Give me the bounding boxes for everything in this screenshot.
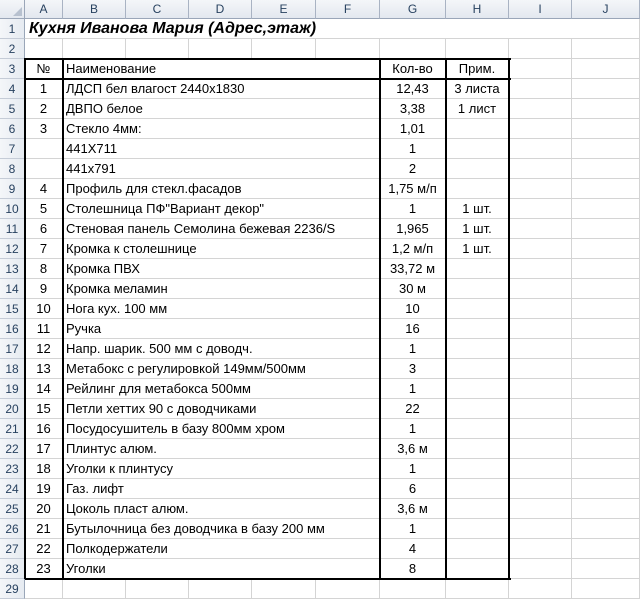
item-name[interactable]: Посудосушитель в базу 800мм хром bbox=[63, 419, 380, 439]
row-header-10[interactable]: 10 bbox=[0, 199, 25, 219]
sheet-row bbox=[25, 259, 640, 279]
item-name[interactable]: Столешница ПФ"Вариант декор" bbox=[63, 199, 380, 219]
item-qty[interactable]: 1 bbox=[380, 519, 446, 539]
row-headers bbox=[0, 19, 25, 599]
cell[interactable] bbox=[572, 39, 640, 59]
item-note[interactable] bbox=[446, 259, 509, 279]
item-qty[interactable]: 1,965 bbox=[380, 219, 446, 239]
item-num[interactable]: 17 bbox=[25, 439, 63, 459]
item-qty[interactable]: 1 bbox=[380, 419, 446, 439]
item-num[interactable] bbox=[25, 159, 63, 179]
column-header-h[interactable]: H bbox=[446, 0, 509, 19]
row-header-2[interactable]: 2 bbox=[0, 39, 25, 59]
cell[interactable] bbox=[509, 319, 572, 339]
sheet-row bbox=[25, 539, 640, 559]
column-header-g[interactable]: G bbox=[380, 0, 446, 19]
sheet-row bbox=[25, 479, 640, 499]
item-note[interactable] bbox=[446, 119, 509, 139]
column-header-b[interactable]: B bbox=[63, 0, 126, 19]
cell[interactable] bbox=[316, 579, 380, 599]
cell[interactable] bbox=[509, 339, 572, 359]
row-header-9[interactable]: 9 bbox=[0, 179, 25, 199]
row-header-18[interactable]: 18 bbox=[0, 359, 25, 379]
sheet-row bbox=[25, 59, 640, 79]
cell[interactable] bbox=[509, 239, 572, 259]
item-qty[interactable]: 10 bbox=[380, 299, 446, 319]
table-column-divider bbox=[379, 58, 381, 579]
item-qty[interactable]: 1,75 м/п bbox=[380, 179, 446, 199]
row-header-8[interactable]: 8 bbox=[0, 159, 25, 179]
item-num[interactable]: 11 bbox=[25, 319, 63, 339]
cell[interactable] bbox=[572, 379, 640, 399]
item-qty[interactable]: 3,38 bbox=[380, 99, 446, 119]
item-qty[interactable]: 1 bbox=[380, 199, 446, 219]
item-qty[interactable]: 1 bbox=[380, 459, 446, 479]
cell[interactable] bbox=[509, 399, 572, 419]
item-qty[interactable]: 2 bbox=[380, 159, 446, 179]
cell[interactable] bbox=[509, 579, 572, 599]
item-qty[interactable]: 22 bbox=[380, 399, 446, 419]
cell[interactable] bbox=[509, 379, 572, 399]
item-name[interactable]: Кромка ПВХ bbox=[63, 259, 380, 279]
item-name[interactable]: Бутылочница без доводчика в базу 200 мм bbox=[63, 519, 380, 539]
item-name[interactable]: Петли хеттих 90 с доводчиками bbox=[63, 399, 380, 419]
cell[interactable] bbox=[126, 579, 189, 599]
item-note[interactable] bbox=[446, 419, 509, 439]
row-header-23[interactable]: 23 bbox=[0, 459, 25, 479]
cell[interactable] bbox=[509, 79, 572, 99]
item-note[interactable] bbox=[446, 179, 509, 199]
item-note[interactable] bbox=[446, 279, 509, 299]
item-name[interactable]: Кромка к столешнице bbox=[63, 239, 380, 259]
row-header-25[interactable]: 25 bbox=[0, 499, 25, 519]
item-note[interactable] bbox=[446, 559, 509, 579]
item-num[interactable]: 22 bbox=[25, 539, 63, 559]
sheet-row bbox=[25, 519, 640, 539]
cell[interactable] bbox=[380, 579, 446, 599]
item-num[interactable]: 14 bbox=[25, 379, 63, 399]
row-header-19[interactable]: 19 bbox=[0, 379, 25, 399]
cell[interactable] bbox=[572, 479, 640, 499]
sheet-row bbox=[25, 379, 640, 399]
item-note[interactable] bbox=[446, 519, 509, 539]
cell[interactable] bbox=[509, 419, 572, 439]
row-header-22[interactable]: 22 bbox=[0, 439, 25, 459]
item-qty[interactable]: 1 bbox=[380, 339, 446, 359]
cell[interactable] bbox=[25, 579, 63, 599]
item-note[interactable] bbox=[446, 439, 509, 459]
row-header-14[interactable]: 14 bbox=[0, 279, 25, 299]
item-num[interactable]: 7 bbox=[25, 239, 63, 259]
cell[interactable] bbox=[572, 219, 640, 239]
cell[interactable] bbox=[446, 579, 509, 599]
row-header-5[interactable]: 5 bbox=[0, 99, 25, 119]
cell[interactable] bbox=[572, 139, 640, 159]
sheet-row bbox=[25, 39, 640, 59]
item-note[interactable] bbox=[446, 139, 509, 159]
item-num[interactable]: 6 bbox=[25, 219, 63, 239]
cell[interactable] bbox=[509, 359, 572, 379]
sheet-row bbox=[25, 179, 640, 199]
cell[interactable] bbox=[509, 199, 572, 219]
cell[interactable] bbox=[509, 39, 572, 59]
cell[interactable] bbox=[509, 159, 572, 179]
sheet-row bbox=[25, 299, 640, 319]
sheet-row bbox=[25, 399, 640, 419]
cell[interactable] bbox=[509, 559, 572, 579]
sheet-row bbox=[25, 339, 640, 359]
item-name[interactable]: Метабокс с регулировкой 149мм/500мм bbox=[63, 359, 380, 379]
cell[interactable] bbox=[189, 39, 252, 59]
row-header-4[interactable]: 4 bbox=[0, 79, 25, 99]
cell[interactable] bbox=[572, 79, 640, 99]
item-name[interactable]: 441Х711 bbox=[63, 139, 380, 159]
item-note[interactable] bbox=[446, 299, 509, 319]
item-name[interactable]: Нога кух. 100 мм bbox=[63, 299, 380, 319]
cell[interactable] bbox=[509, 119, 572, 139]
table-column-divider bbox=[62, 58, 64, 579]
item-note[interactable] bbox=[446, 399, 509, 419]
cell[interactable] bbox=[380, 39, 446, 59]
item-num[interactable]: 2 bbox=[25, 99, 63, 119]
cell[interactable] bbox=[572, 519, 640, 539]
row-header-24[interactable]: 24 bbox=[0, 479, 25, 499]
item-num[interactable]: 13 bbox=[25, 359, 63, 379]
sheet-row bbox=[25, 199, 640, 219]
item-num[interactable]: 19 bbox=[25, 479, 63, 499]
row-header-21[interactable]: 21 bbox=[0, 419, 25, 439]
item-name[interactable]: Ручка bbox=[63, 319, 380, 339]
row-header-17[interactable]: 17 bbox=[0, 339, 25, 359]
item-name[interactable]: Рейлинг для метабокса 500мм bbox=[63, 379, 380, 399]
sheet-row bbox=[25, 459, 640, 479]
cell[interactable] bbox=[252, 39, 316, 59]
item-note[interactable] bbox=[446, 539, 509, 559]
item-num[interactable]: 20 bbox=[25, 499, 63, 519]
cell[interactable] bbox=[572, 419, 640, 439]
row-header-15[interactable]: 15 bbox=[0, 299, 25, 319]
column-header-f[interactable]: F bbox=[316, 0, 380, 19]
cell[interactable] bbox=[509, 279, 572, 299]
item-name[interactable]: 441х791 bbox=[63, 159, 380, 179]
column-headers bbox=[25, 0, 640, 19]
item-name[interactable]: Плинтус алюм. bbox=[63, 439, 380, 459]
table-header-divider bbox=[25, 78, 511, 80]
item-note[interactable] bbox=[446, 499, 509, 519]
sheet-row bbox=[25, 239, 640, 259]
sheet-title[interactable]: Кухня Иванова Мария (Адрес,этаж) bbox=[25, 19, 640, 39]
item-name[interactable]: Полкодержатели bbox=[63, 539, 380, 559]
item-note[interactable] bbox=[446, 339, 509, 359]
item-name[interactable]: ДВПО белое bbox=[63, 99, 380, 119]
item-qty[interactable]: 3,6 м bbox=[380, 439, 446, 459]
cell[interactable] bbox=[25, 39, 63, 59]
cell[interactable] bbox=[63, 39, 126, 59]
item-qty[interactable]: 3 bbox=[380, 359, 446, 379]
item-num[interactable]: 9 bbox=[25, 279, 63, 299]
item-qty[interactable]: 1,01 bbox=[380, 119, 446, 139]
item-num[interactable]: 4 bbox=[25, 179, 63, 199]
sheet-row bbox=[25, 579, 640, 599]
cell[interactable] bbox=[572, 539, 640, 559]
column-header-a[interactable]: A bbox=[25, 0, 63, 19]
row-header-20[interactable]: 20 bbox=[0, 399, 25, 419]
cell[interactable] bbox=[509, 499, 572, 519]
sheet-row bbox=[25, 119, 640, 139]
cell[interactable] bbox=[316, 39, 380, 59]
sheet-row bbox=[25, 439, 640, 459]
cell[interactable] bbox=[509, 139, 572, 159]
item-qty[interactable]: 30 м bbox=[380, 279, 446, 299]
sheet-row bbox=[25, 19, 640, 39]
sheet-row bbox=[25, 359, 640, 379]
row-header-7[interactable]: 7 bbox=[0, 139, 25, 159]
cell[interactable] bbox=[572, 99, 640, 119]
cell[interactable] bbox=[572, 59, 640, 79]
sheet-row bbox=[25, 319, 640, 339]
sheet-row bbox=[25, 219, 640, 239]
item-note[interactable] bbox=[446, 479, 509, 499]
row-header-3[interactable]: 3 bbox=[0, 59, 25, 79]
table-column-divider bbox=[508, 58, 510, 579]
item-num[interactable]: 23 bbox=[25, 559, 63, 579]
column-header-e[interactable]: E bbox=[252, 0, 316, 19]
cell[interactable] bbox=[63, 579, 126, 599]
cell[interactable] bbox=[509, 259, 572, 279]
cell-grid bbox=[25, 19, 640, 599]
sheet-row bbox=[25, 559, 640, 579]
row-header-16[interactable]: 16 bbox=[0, 319, 25, 339]
cell[interactable] bbox=[509, 59, 572, 79]
cell[interactable] bbox=[572, 359, 640, 379]
item-note[interactable] bbox=[446, 379, 509, 399]
item-qty[interactable]: 1,2 м/п bbox=[380, 239, 446, 259]
cell[interactable] bbox=[126, 39, 189, 59]
cell[interactable] bbox=[572, 579, 640, 599]
item-qty[interactable]: 33,72 м bbox=[380, 259, 446, 279]
cell[interactable] bbox=[572, 279, 640, 299]
header-qty[interactable]: Кол-во bbox=[380, 59, 446, 79]
cell[interactable] bbox=[509, 99, 572, 119]
cell[interactable] bbox=[572, 339, 640, 359]
cell[interactable] bbox=[509, 479, 572, 499]
item-num[interactable]: 5 bbox=[25, 199, 63, 219]
sheet-row bbox=[25, 139, 640, 159]
column-header-c[interactable]: C bbox=[126, 0, 189, 19]
item-note[interactable]: 1 шт. bbox=[446, 219, 509, 239]
cell[interactable] bbox=[252, 579, 316, 599]
row-header-12[interactable]: 12 bbox=[0, 239, 25, 259]
row-header-6[interactable]: 6 bbox=[0, 119, 25, 139]
sheet-row bbox=[25, 99, 640, 119]
cell[interactable] bbox=[572, 499, 640, 519]
cell[interactable] bbox=[572, 459, 640, 479]
item-qty[interactable]: 12,43 bbox=[380, 79, 446, 99]
sheet-row bbox=[25, 159, 640, 179]
item-qty[interactable]: 1 bbox=[380, 379, 446, 399]
item-note[interactable] bbox=[446, 159, 509, 179]
cell[interactable] bbox=[509, 299, 572, 319]
item-name[interactable]: Профиль для стекл.фасадов bbox=[63, 179, 380, 199]
item-qty[interactable]: 8 bbox=[380, 559, 446, 579]
cell[interactable] bbox=[509, 539, 572, 559]
cell[interactable] bbox=[509, 219, 572, 239]
row-header-13[interactable]: 13 bbox=[0, 259, 25, 279]
cell[interactable] bbox=[572, 119, 640, 139]
item-name[interactable]: Кромка меламин bbox=[63, 279, 380, 299]
item-note[interactable] bbox=[446, 319, 509, 339]
cell[interactable] bbox=[572, 319, 640, 339]
sheet-row bbox=[25, 279, 640, 299]
item-name[interactable]: Уголки к плинтусу bbox=[63, 459, 380, 479]
cell[interactable] bbox=[572, 259, 640, 279]
sheet-row bbox=[25, 79, 640, 99]
sheet-row bbox=[25, 499, 640, 519]
item-note[interactable]: 1 лист bbox=[446, 99, 509, 119]
item-num[interactable]: 12 bbox=[25, 339, 63, 359]
item-note[interactable]: 1 шт. bbox=[446, 199, 509, 219]
item-note[interactable]: 1 шт. bbox=[446, 239, 509, 259]
item-name[interactable]: Напр. шарик. 500 мм с доводч. bbox=[63, 339, 380, 359]
table-column-divider bbox=[445, 58, 447, 579]
item-num[interactable]: 16 bbox=[25, 419, 63, 439]
table-column-divider bbox=[24, 58, 26, 579]
cell[interactable] bbox=[509, 459, 572, 479]
item-qty[interactable]: 6 bbox=[380, 479, 446, 499]
item-qty[interactable]: 1 bbox=[380, 139, 446, 159]
select-all-corner[interactable] bbox=[0, 0, 25, 19]
cell[interactable] bbox=[572, 159, 640, 179]
cell[interactable] bbox=[189, 579, 252, 599]
item-note[interactable] bbox=[446, 459, 509, 479]
row-header-11[interactable]: 11 bbox=[0, 219, 25, 239]
cell[interactable] bbox=[572, 299, 640, 319]
cell[interactable] bbox=[572, 559, 640, 579]
cell[interactable] bbox=[572, 239, 640, 259]
cell[interactable] bbox=[572, 199, 640, 219]
cell[interactable] bbox=[446, 39, 509, 59]
cell[interactable] bbox=[509, 519, 572, 539]
row-header-26[interactable]: 26 bbox=[0, 519, 25, 539]
item-qty[interactable]: 4 bbox=[380, 539, 446, 559]
column-header-d[interactable]: D bbox=[189, 0, 252, 19]
item-qty[interactable]: 16 bbox=[380, 319, 446, 339]
cell[interactable] bbox=[572, 179, 640, 199]
header-name[interactable]: Наименование bbox=[63, 59, 380, 79]
item-num[interactable]: 1 bbox=[25, 79, 63, 99]
item-name[interactable]: Уголки bbox=[63, 559, 380, 579]
item-num[interactable]: 18 bbox=[25, 459, 63, 479]
item-num[interactable]: 15 bbox=[25, 399, 63, 419]
cell[interactable] bbox=[572, 439, 640, 459]
item-num[interactable] bbox=[25, 139, 63, 159]
item-num[interactable]: 10 bbox=[25, 299, 63, 319]
cell[interactable] bbox=[572, 399, 640, 419]
item-name[interactable]: Газ. лифт bbox=[63, 479, 380, 499]
item-name[interactable]: ЛДСП бел влагост 2440х1830 bbox=[63, 79, 380, 99]
item-name[interactable]: Стекло 4мм: bbox=[63, 119, 380, 139]
cell[interactable] bbox=[509, 179, 572, 199]
item-num[interactable]: 8 bbox=[25, 259, 63, 279]
table-border-top bbox=[25, 58, 511, 60]
row-header-27[interactable]: 27 bbox=[0, 539, 25, 559]
row-header-28[interactable]: 28 bbox=[0, 559, 25, 579]
row-header-29[interactable]: 29 bbox=[0, 579, 25, 599]
item-note[interactable]: 3 листа bbox=[446, 79, 509, 99]
cell[interactable] bbox=[509, 439, 572, 459]
item-note[interactable] bbox=[446, 359, 509, 379]
header-num[interactable]: № bbox=[25, 59, 63, 79]
column-header-j[interactable]: J bbox=[572, 0, 640, 19]
sheet-row bbox=[25, 419, 640, 439]
table-border-bottom bbox=[25, 578, 511, 580]
row-header-1[interactable]: 1 bbox=[0, 19, 25, 39]
item-num[interactable]: 21 bbox=[25, 519, 63, 539]
item-qty[interactable]: 3,6 м bbox=[380, 499, 446, 519]
item-name[interactable]: Стеновая панель Семолина бежевая 2236/S bbox=[63, 219, 380, 239]
item-num[interactable]: 3 bbox=[25, 119, 63, 139]
column-header-i[interactable]: I bbox=[509, 0, 572, 19]
item-name[interactable]: Цоколь пласт алюм. bbox=[63, 499, 380, 519]
header-note[interactable]: Прим. bbox=[446, 59, 509, 79]
